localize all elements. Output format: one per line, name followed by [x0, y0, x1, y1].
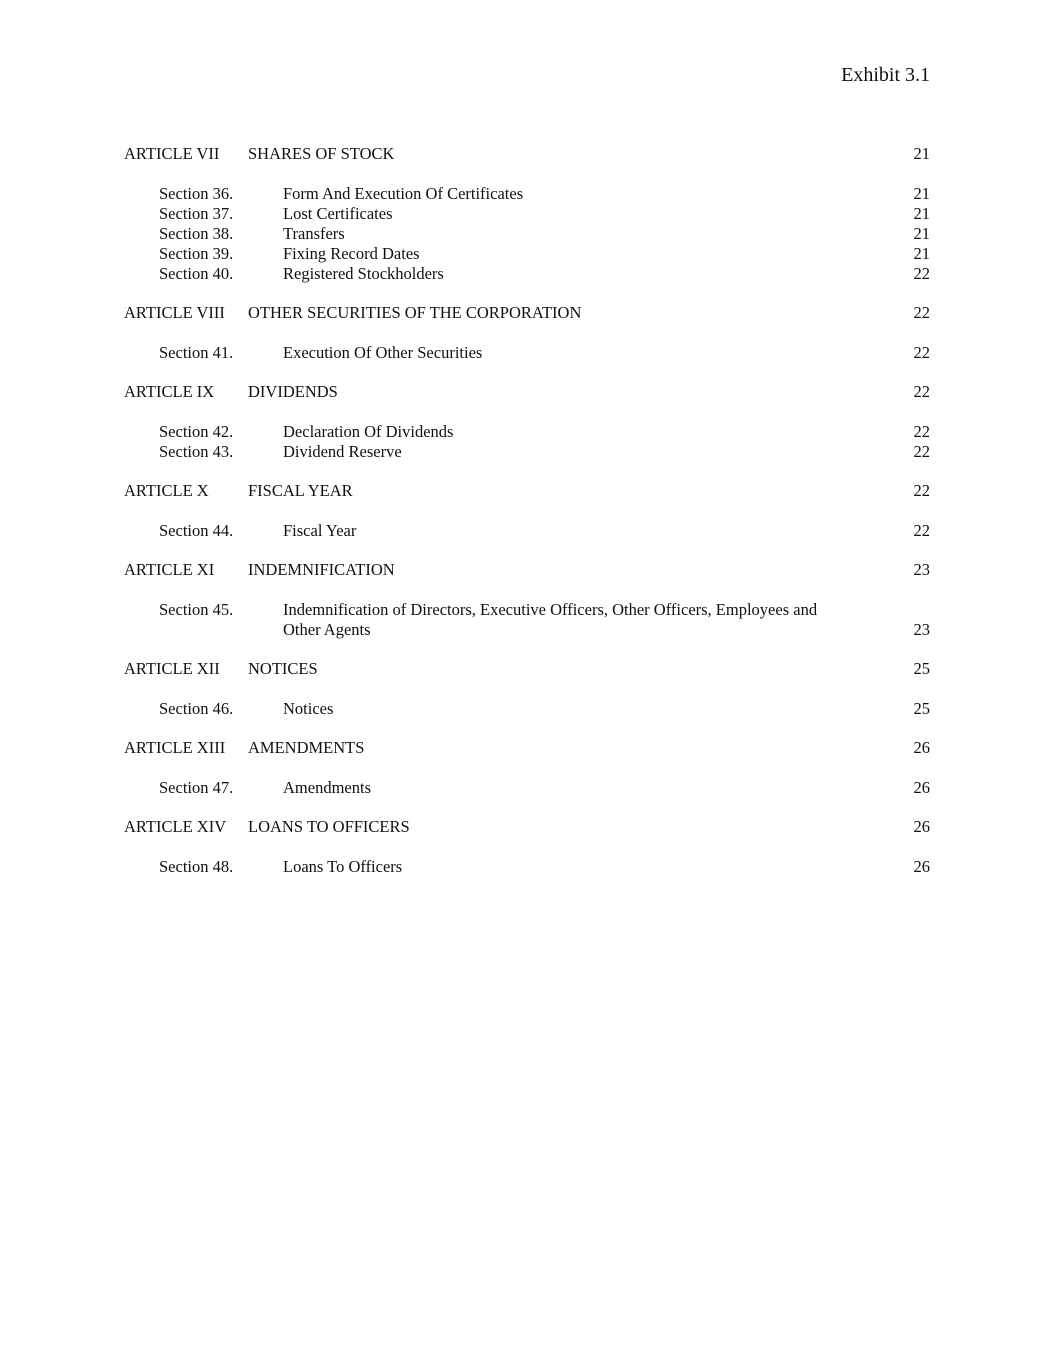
article-title: AMENDMENTS	[248, 738, 365, 757]
article-title: SHARES OF STOCK	[248, 144, 395, 163]
toc-article-row	[124, 659, 930, 679]
section-title: Fiscal Year	[283, 521, 357, 540]
toc-section-list	[124, 184, 930, 284]
toc-article-row	[124, 560, 930, 580]
article-page-number: 23	[913, 560, 930, 579]
section-page-number: 21	[913, 244, 930, 263]
section-number: Section 39.	[159, 244, 234, 263]
article-page-number: 25	[913, 659, 930, 678]
section-number: Section 48.	[159, 857, 234, 876]
section-page-number: 21	[913, 224, 930, 243]
toc-article-row	[124, 382, 930, 402]
section-number: Section 38.	[159, 224, 234, 243]
section-title: Fixing Record Dates	[283, 244, 420, 263]
toc-section-list	[124, 857, 930, 877]
toc-section-row	[124, 442, 930, 462]
toc-section-row	[124, 422, 930, 442]
article-title: DIVIDENDS	[248, 382, 338, 401]
section-title: Loans To Officers	[283, 857, 403, 876]
section-title: Indemnification of Directors, Executive Officers, Other Officers, Employees and Other Agents	[283, 600, 818, 639]
article-number: ARTICLE XII	[124, 659, 220, 678]
section-page-number: 23	[913, 620, 930, 639]
section-title: Form And Execution Of Certificates	[283, 184, 524, 203]
article-number: ARTICLE XI	[124, 560, 215, 579]
article-page-number: 22	[913, 303, 930, 322]
table-of-contents	[124, 144, 930, 896]
section-page-number: 26	[913, 857, 930, 876]
toc-section-row	[124, 778, 930, 798]
toc-section-list	[124, 521, 930, 541]
section-page-number: 22	[913, 521, 930, 540]
article-number: ARTICLE X	[124, 481, 209, 500]
article-title: OTHER SECURITIES OF THE CORPORATION	[248, 303, 582, 322]
article-page-number: 26	[913, 817, 930, 836]
toc-section-row	[124, 343, 930, 363]
section-number: Section 40.	[159, 264, 234, 283]
article-title: LOANS TO OFFICERS	[248, 817, 410, 836]
section-number: Section 36.	[159, 184, 234, 203]
article-title: NOTICES	[248, 659, 318, 678]
article-title: INDEMNIFICATION	[248, 560, 395, 579]
toc-section-row	[124, 204, 930, 224]
section-title: Registered Stockholders	[283, 264, 444, 283]
article-number: ARTICLE XIV	[124, 817, 227, 836]
section-title: Declaration Of Dividends	[283, 422, 454, 441]
article-number: ARTICLE VII	[124, 144, 220, 163]
section-number: Section 47.	[159, 778, 234, 797]
section-number: Section 41.	[159, 343, 234, 362]
section-page-number: 25	[913, 699, 930, 718]
toc-section-list	[124, 778, 930, 798]
section-title: Amendments	[283, 778, 371, 797]
section-title: Transfers	[283, 224, 345, 243]
toc-section-row	[124, 184, 930, 204]
section-page-number: 22	[913, 442, 930, 461]
section-title: Dividend Reserve	[283, 442, 402, 461]
article-number: ARTICLE XIII	[124, 738, 226, 757]
toc-section-row	[124, 699, 930, 719]
toc-section-row	[124, 521, 930, 541]
section-title: Execution Of Other Securities	[283, 343, 483, 362]
toc-article-row	[124, 817, 930, 837]
toc-section-row	[124, 600, 930, 640]
toc-article-row	[124, 738, 930, 758]
toc-section-row	[124, 857, 930, 877]
toc-section-row	[124, 244, 930, 264]
article-page-number: 22	[913, 481, 930, 500]
toc-section-list	[124, 600, 930, 640]
section-page-number: 22	[913, 422, 930, 441]
article-title: FISCAL YEAR	[248, 481, 353, 500]
section-title: Notices	[283, 699, 334, 718]
section-number: Section 44.	[159, 521, 234, 540]
section-number: Section 43.	[159, 442, 234, 461]
toc-section-row	[124, 224, 930, 244]
section-page-number: 26	[913, 778, 930, 797]
section-page-number: 22	[913, 264, 930, 283]
section-number: Section 45.	[159, 600, 234, 619]
section-title: Lost Certificates	[283, 204, 393, 223]
section-page-number: 21	[913, 184, 930, 203]
section-page-number: 21	[913, 204, 930, 223]
section-number: Section 37.	[159, 204, 234, 223]
article-page-number: 26	[913, 738, 930, 757]
toc-section-list	[124, 422, 930, 462]
toc-section-list	[124, 699, 930, 719]
toc-section-row	[124, 264, 930, 284]
article-number: ARTICLE IX	[124, 382, 215, 401]
toc-article-row	[124, 303, 930, 323]
section-page-number: 22	[913, 343, 930, 362]
article-number: ARTICLE VIII	[124, 303, 225, 322]
toc-article-row	[124, 144, 930, 164]
exhibit-label: Exhibit 3.1	[841, 64, 930, 86]
article-page-number: 22	[913, 382, 930, 401]
section-number: Section 42.	[159, 422, 234, 441]
section-number: Section 46.	[159, 699, 234, 718]
article-page-number: 21	[913, 144, 930, 163]
toc-article-row	[124, 481, 930, 501]
toc-section-list	[124, 343, 930, 363]
